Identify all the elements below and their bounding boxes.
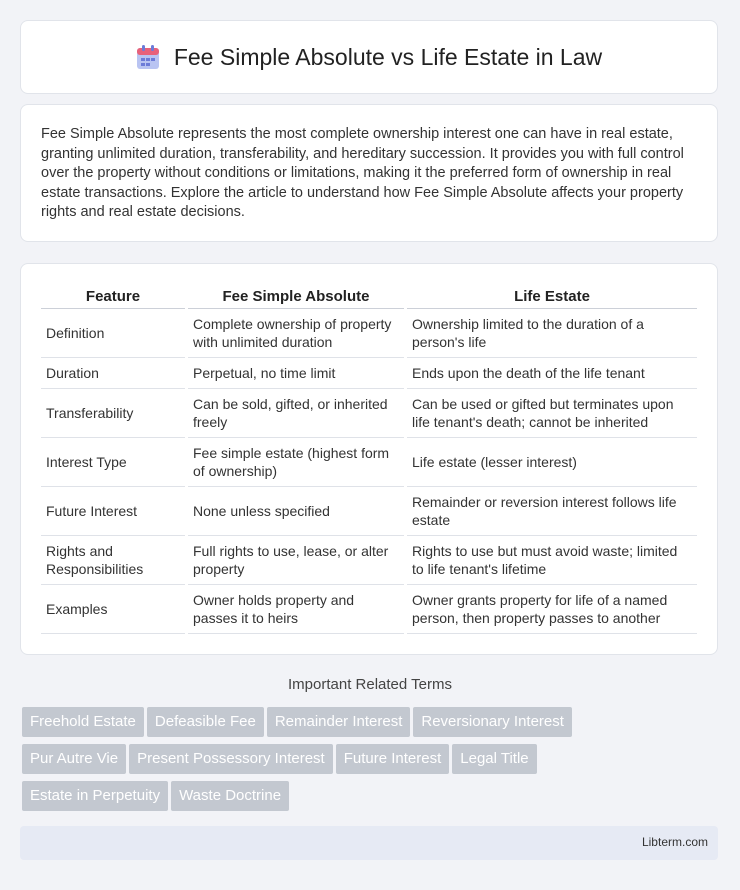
table-row <box>41 536 697 585</box>
table-cell: Interest Type <box>41 438 185 487</box>
footer-site-link[interactable]: Libterm.com <box>641 835 708 849</box>
table-row <box>41 585 697 634</box>
comparison-table-card <box>20 263 718 655</box>
column-header: Feature <box>41 284 185 309</box>
table-row <box>41 487 697 536</box>
table-cell: Can be used or gifted but terminates upon life tenant's death; cannot be inherited <box>407 389 697 438</box>
related-terms-title: Important Related Terms <box>288 676 452 693</box>
term-tag[interactable]: Estate in Perpetuity <box>22 781 168 811</box>
term-tag[interactable]: Reversionary Interest <box>413 707 572 737</box>
table-cell: Perpetual, no time limit <box>188 358 404 389</box>
table-cell: Duration <box>41 358 185 389</box>
table-cell: None unless specified <box>188 487 404 536</box>
intro-paragraph: Fee Simple Absolute represents the most complete ownership interest one can have in real estate, granting unlimited duration, transferability, and hereditary succession. It provides you with full control over the property without conditions or limitations, making it the preferred form of ownership in real estate transactions. Explore the article to understand how Fee Simple Absolute affects your property rights and real estate decisions. <box>20 104 718 242</box>
comparison-table <box>38 284 700 634</box>
table-cell: Can be sold, gifted, or inherited freely <box>188 389 404 438</box>
table-cell: Full rights to use, lease, or alter property <box>188 536 404 585</box>
table-cell: Complete ownership of property with unlimited duration <box>188 309 404 358</box>
term-tag[interactable]: Present Possessory Interest <box>129 744 333 774</box>
table-cell: Owner holds property and passes it to heirs <box>188 585 404 634</box>
table-cell: Definition <box>41 309 185 358</box>
table-cell: Owner grants property for life of a named person, then property passes to another <box>407 585 697 634</box>
table-cell: Rights and Responsibilities <box>41 536 185 585</box>
term-tag[interactable]: Legal Title <box>452 744 536 774</box>
column-header: Fee Simple Absolute <box>188 284 404 309</box>
related-terms-list <box>22 707 722 818</box>
table-row <box>41 389 697 438</box>
term-tag[interactable]: Remainder Interest <box>267 707 411 737</box>
table-row <box>41 438 697 487</box>
term-tag[interactable]: Pur Autre Vie <box>22 744 126 774</box>
table-cell: Ends upon the death of the life tenant <box>407 358 697 389</box>
page-header <box>20 20 718 94</box>
table-row <box>41 358 697 389</box>
table-cell: Life estate (lesser interest) <box>407 438 697 487</box>
table-cell: Transferability <box>41 389 185 438</box>
table-row <box>41 309 697 358</box>
term-tag[interactable]: Defeasible Fee <box>147 707 264 737</box>
term-tag[interactable]: Waste Doctrine <box>171 781 289 811</box>
term-tag[interactable]: Future Interest <box>336 744 450 774</box>
table-cell: Ownership limited to the duration of a person's life <box>407 309 697 358</box>
page-title: Fee Simple Absolute vs Life Estate in Law <box>173 43 603 70</box>
footer <box>20 826 718 860</box>
table-cell: Future Interest <box>41 487 185 536</box>
table-cell: Fee simple estate (highest form of ownership) <box>188 438 404 487</box>
table-cell: Examples <box>41 585 185 634</box>
column-header: Life Estate <box>407 284 697 309</box>
calendar-icon <box>136 44 160 70</box>
table-cell: Rights to use but must avoid waste; limited to life tenant's lifetime <box>407 536 697 585</box>
table-cell: Remainder or reversion interest follows life estate <box>407 487 697 536</box>
term-tag[interactable]: Freehold Estate <box>22 707 144 737</box>
